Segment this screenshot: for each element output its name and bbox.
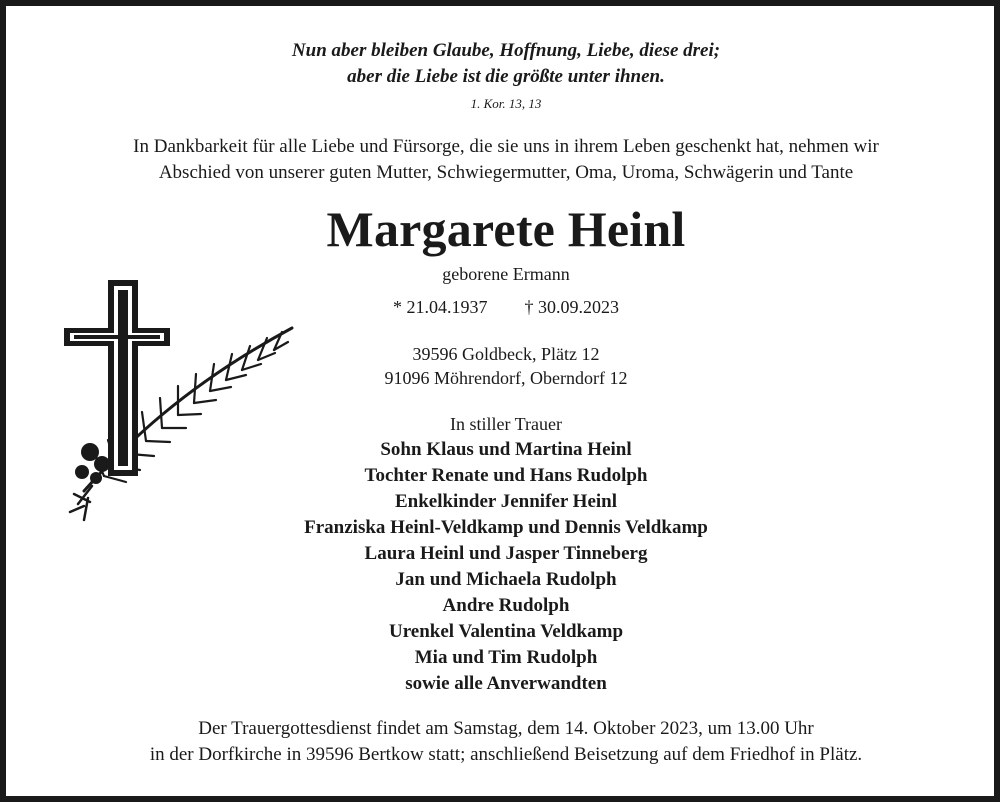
palm-branch: [70, 328, 292, 520]
mourner-line: Andre Rudolph: [442, 595, 570, 616]
cross-with-palm-branch-icon: [64, 276, 304, 536]
verse-line-2: aber die Liebe ist die größte unter ihnen.: [347, 66, 665, 87]
address-2: 91096 Möhrendorf, Oberndorf 12: [384, 368, 628, 388]
mourner-line: Laura Heinl und Jasper Tinneberg: [364, 543, 648, 564]
mourner-line: Jan und Michaela Rudolph: [395, 569, 617, 590]
mourner-line: Mia und Tim Rudolph: [414, 647, 598, 668]
service-line-1: Der Trauergottesdienst findet am Samstag, dem 14. Oktober 2023, um 13.00 Uhr: [198, 718, 814, 739]
death-date: † 30.09.2023: [524, 297, 619, 317]
intro-line-2: Abschied von unserer guten Mutter, Schwiegermutter, Oma, Uroma, Schwägerin und Tante: [158, 162, 854, 183]
service-line-2: in der Dorfkirche in 39596 Bertkow statt; anschließend Beisetzung auf dem Friedhof in Plätz.: [149, 744, 863, 765]
birth-date: * 21.04.1937: [393, 297, 488, 317]
intro-line-1: In Dankbarkeit für alle Liebe und Fürsorge, die sie uns in ihrem Leben geschenkt hat, nehmen wir: [133, 136, 879, 157]
verse-line-1: Nun aber bleiben Glaube, Hoffnung, Liebe, diese drei;: [291, 40, 721, 61]
verse-reference: 1. Kor. 13, 13: [470, 96, 542, 111]
birth-name: geborene Ermann: [442, 264, 570, 284]
flower-cluster: [75, 443, 110, 484]
mourner-line: Sohn Klaus und Martina Heinl: [380, 439, 632, 460]
address-1: 39596 Goldbeck, Plätz 12: [412, 344, 600, 364]
deceased-name: Margarete Heinl: [326, 201, 686, 257]
mourner-line: Franziska Heinl-Veldkamp und Dennis Veldkamp: [304, 517, 708, 538]
mourner-line: Urenkel Valentina Veldkamp: [388, 621, 624, 642]
mourning-intro: In stiller Trauer: [450, 414, 562, 434]
mourner-line: Enkelkinder Jennifer Heinl: [394, 491, 618, 512]
mourner-line: Tochter Renate und Hans Rudolph: [364, 465, 648, 486]
mourner-line: sowie alle Anverwandten: [405, 673, 607, 694]
